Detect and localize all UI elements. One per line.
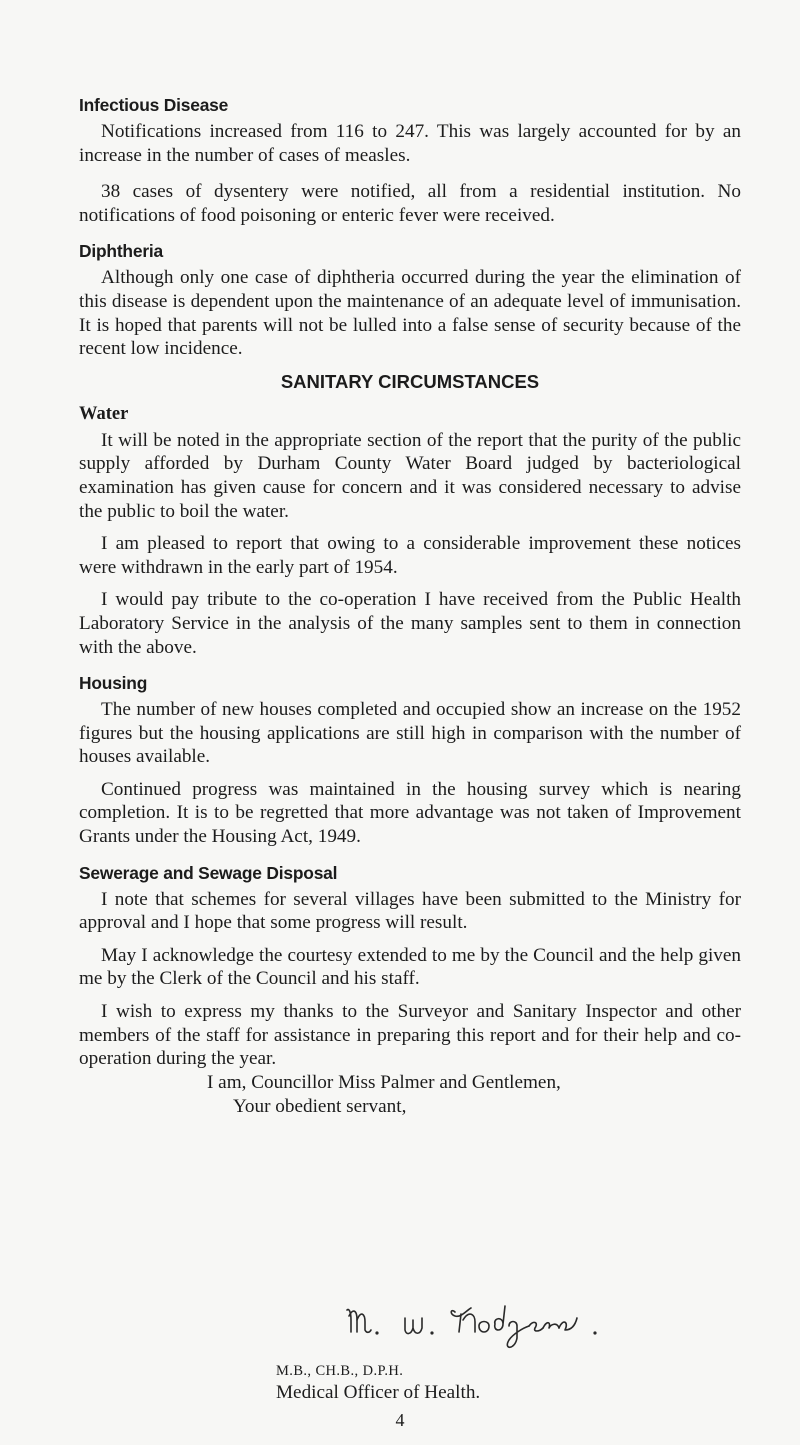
heading-water: Water <box>79 403 129 424</box>
paragraph: The number of new houses completed and occupied show an increase on the 1952 figures but the housing applications are still high in comparison with the number of houses available. <box>79 699 741 768</box>
heading-diphtheria: Diphtheria <box>79 241 163 262</box>
section-title-sanitary: SANITARY CIRCUMSTANCES <box>280 370 540 392</box>
qualifications: M.B., CH.B., D.P.H. <box>276 1363 404 1379</box>
heading-sewerage: Sewerage and Sewage Disposal <box>79 862 338 883</box>
document-body <box>79 94 741 1119</box>
paragraph: Continued progress was maintained in the housing survey which is nearing completion. It is to be regretted that more advantage was not taken of Improvement Grants under the Housing Act, 1949. <box>79 778 741 848</box>
paragraph: May I acknowledge the courtesy extended to me by the Council and the help given me by the Clerk of the Council and his staff. <box>79 944 741 990</box>
paragraph: I note that schemes for several villages have been submitted to the Ministry for approval and I hope that some progress will result. <box>79 888 741 934</box>
handwritten-signature <box>343 1300 633 1355</box>
signatory-role: Medical Officer of Health. <box>276 1382 481 1403</box>
paragraph: Although only one case of diphtheria occurred during the year the elimination of this disease is dependent upon the maintenance of an adequate level of immunisation. It is hoped that parents will not be lulled into a false sense of security because of the recent low incidence. <box>79 267 741 360</box>
page-number: 4 <box>395 1410 405 1430</box>
paragraph: 38 cases of dysentery were notified, all from a residential institution. No notifications of food poisoning or enteric fever were received. <box>79 181 741 226</box>
heading-housing: Housing <box>79 673 148 694</box>
paragraph: It will be noted in the appropriate section of the report that the purity of the public supply afforded by Durham County Water Board judged by bacteriological examination has given cause for concern and it was considered necessary to advise the public to boil the water. <box>79 429 741 522</box>
heading-infectious-disease: Infectious Disease <box>79 95 229 115</box>
paragraph: I would pay tribute to the co-operation I have received from the Public Health Laboratory Service in the analysis of the many samples sent to them in connection with the above. <box>79 589 741 658</box>
paragraph: Notifications increased from 116 to 247. This was largely accounted for by an increase in the number of cases of measles. <box>79 121 741 166</box>
paragraph: I wish to express my thanks to the Surveyor and Sanitary Inspector and other members of the staff for assistance in preparing this report and for their help and co-operation during the year. <box>79 1001 741 1070</box>
paragraph: I am pleased to report that owing to a considerable improvement these notices were withdrawn in the early part of 1954. <box>79 533 741 578</box>
valediction: Your obedient servant, <box>233 1095 407 1117</box>
salutation: I am, Councillor Miss Palmer and Gentlemen, <box>207 1071 561 1093</box>
